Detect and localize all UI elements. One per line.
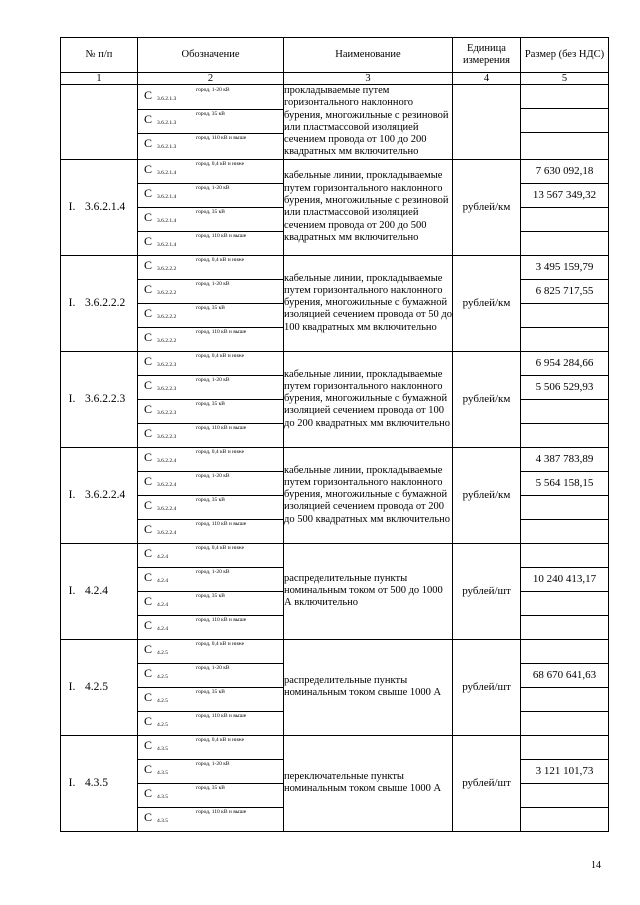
designation-voltage: город, 110 кВ и выше (196, 616, 247, 623)
designation-voltage: город, 110 кВ и выше (196, 424, 247, 431)
designation-voltage: город, 0,4 кВ и ниже (196, 160, 245, 167)
designation-code: 3.6.2.2.4 (157, 505, 177, 512)
designation-entry (138, 640, 283, 664)
designation-letter: С (144, 136, 153, 151)
item-number-cell (61, 85, 138, 160)
designation-entry (138, 712, 283, 735)
value-row (521, 615, 608, 639)
item-description: кабельные линии, прокладываемые путем горизонтального наклонного бурения, многожильные с бумажной изоляцией сечением провода от 50 до 100 квадратных мм включительно (284, 255, 453, 351)
item-unit: рублей/км (453, 351, 521, 447)
value-list (521, 736, 608, 831)
item-description: распределительные пункты номинальным током от 500 до 1000 А включительно (284, 543, 453, 639)
designation-code: 4.2.4 (157, 625, 168, 632)
designation-letter: С (144, 329, 153, 344)
designation-entry (138, 256, 283, 280)
value-row (521, 303, 608, 327)
value-cell (521, 85, 609, 160)
value-row (521, 544, 608, 568)
table-header-row (61, 38, 609, 73)
designation-cell (138, 639, 284, 735)
designation-voltage: город, 1-20 кВ (196, 376, 230, 383)
value-row (521, 375, 608, 399)
value-cell (521, 639, 609, 735)
item-roman: I. (68, 681, 76, 694)
designation-letter: С (144, 425, 153, 440)
designation-letter: С (144, 713, 153, 728)
item-number (61, 297, 137, 309)
header-num: № п/п (61, 38, 138, 73)
designation-cell (138, 735, 284, 831)
designation-voltage: город, 0,4 кВ и ниже (196, 736, 245, 743)
tariff-table (60, 37, 609, 832)
designation-code: 3.6.2.2.4 (157, 529, 177, 536)
section-row (61, 351, 609, 447)
designation-voltage: город, 110 кВ и выше (196, 232, 247, 239)
designation-code: 4.2.4 (157, 577, 168, 584)
item-number (61, 201, 137, 213)
designation-code: 4.2.5 (157, 649, 168, 656)
column-number: 2 (138, 73, 284, 85)
value-row (521, 711, 608, 735)
designation-entry (138, 544, 283, 568)
value-row (521, 519, 608, 543)
designation-code: 3.6.2.2.2 (157, 265, 177, 272)
header-name: Наименование (284, 38, 453, 73)
item-description: кабельные линии, прокладываемые путем горизонтального наклонного бурения, многожильные с бумажной изоляцией сечением провода от 200 до 500 квадратных мм включительно (284, 447, 453, 543)
designation-letter: С (144, 161, 153, 176)
value-cell (521, 543, 609, 639)
designation-voltage: город, 1-20 кВ (196, 568, 230, 575)
value-list (521, 160, 608, 255)
value-amount: 10 240 413,17 (521, 567, 608, 591)
value-row (521, 160, 608, 184)
page-number: 14 (591, 860, 601, 871)
designation-code: 3.6.2.2.3 (157, 433, 177, 440)
value-amount: 68 670 641,63 (521, 663, 608, 687)
designation-code: 4.2.4 (157, 601, 168, 608)
designation-letter: С (144, 665, 153, 680)
value-row (521, 109, 608, 133)
designation-letter: С (144, 209, 153, 224)
value-amount (521, 303, 608, 327)
value-row (521, 807, 608, 831)
designation-letter: С (144, 809, 153, 824)
value-row (521, 448, 608, 472)
value-amount: 6 954 284,66 (521, 352, 608, 376)
designation-entry (138, 110, 283, 134)
designation-entry (138, 808, 283, 831)
designation-entry (138, 568, 283, 592)
item-code: 3.6.2.2.2 (85, 297, 126, 310)
designation-voltage: город, 0,4 кВ и ниже (196, 544, 245, 551)
value-row (521, 256, 608, 280)
value-cell (521, 159, 609, 255)
designation-letter: С (144, 112, 153, 127)
designation-entry (138, 134, 283, 157)
designation-voltage: город, 110 кВ и выше (196, 808, 247, 815)
item-number-cell (61, 351, 138, 447)
value-amount (521, 423, 608, 447)
value-amount (521, 495, 608, 519)
designation-voltage: город, 35 кВ (196, 208, 225, 215)
item-description: переключательные пункты номинальным током свыше 1000 А (284, 735, 453, 831)
designation-letter: С (144, 185, 153, 200)
item-roman: I. (68, 297, 76, 310)
value-amount: 4 387 783,89 (521, 448, 608, 472)
designation-code: 3.6.2.2.3 (157, 385, 177, 392)
item-number-cell (61, 543, 138, 639)
item-number-cell (61, 159, 138, 255)
value-row (521, 736, 608, 760)
designation-code: 3.6.2.1.4 (157, 193, 177, 200)
item-unit: рублей/км (453, 255, 521, 351)
designation-letter: С (144, 377, 153, 392)
value-row (521, 85, 608, 109)
item-number (61, 585, 137, 597)
value-amount (521, 640, 608, 664)
designation-voltage: город, 1-20 кВ (196, 87, 230, 94)
value-cell (521, 447, 609, 543)
section-row (61, 255, 609, 351)
header-size: Размер (без НДС) (521, 38, 609, 73)
value-row (521, 352, 608, 376)
designation-letter: С (144, 689, 153, 704)
header-unit: Единица измерения (453, 38, 521, 73)
value-row (521, 640, 608, 664)
designation-letter: С (144, 497, 153, 512)
item-number-cell (61, 255, 138, 351)
designation-letter: С (144, 449, 153, 464)
value-amount (521, 687, 608, 711)
item-roman: I. (68, 585, 76, 598)
designation-voltage: город, 1-20 кВ (196, 760, 230, 767)
item-number-cell (61, 735, 138, 831)
designation-voltage: город, 110 кВ и выше (196, 135, 247, 142)
designation-cell (138, 85, 284, 160)
section-row (61, 447, 609, 543)
value-amount (521, 544, 608, 568)
designation-entry (138, 472, 283, 496)
item-unit: рублей/км (453, 159, 521, 255)
value-cell (521, 735, 609, 831)
designation-code: 4.2.5 (157, 721, 168, 728)
designation-voltage: город, 35 кВ (196, 304, 225, 311)
value-amount: 13 567 349,32 (521, 183, 608, 207)
value-amount (521, 519, 608, 543)
value-amount: 6 825 717,55 (521, 279, 608, 303)
item-number (61, 489, 137, 501)
designation-code: 3.6.2.1.4 (157, 241, 177, 248)
designation-entry (138, 736, 283, 760)
value-list (521, 85, 608, 156)
value-row (521, 783, 608, 807)
item-code: 4.2.4 (85, 585, 108, 598)
designation-letter: С (144, 617, 153, 632)
designation-code: 4.2.5 (157, 697, 168, 704)
designation-entry (138, 160, 283, 184)
section-row (61, 639, 609, 735)
designation-cell (138, 255, 284, 351)
designation-entry (138, 688, 283, 712)
designation-code: 4.3.5 (157, 793, 168, 800)
designation-code: 4.3.5 (157, 817, 168, 824)
designation-cell (138, 351, 284, 447)
value-amount (521, 591, 608, 615)
value-row (521, 279, 608, 303)
designation-letter: С (144, 473, 153, 488)
designation-voltage: город, 0,4 кВ и ниже (196, 256, 245, 263)
value-row (521, 591, 608, 615)
item-roman: I. (68, 201, 76, 214)
value-amount (521, 109, 608, 133)
value-amount (521, 231, 608, 255)
item-roman: I. (68, 489, 76, 502)
item-number (61, 777, 137, 789)
item-description: кабельные линии, прокладываемые путем горизонтального наклонного бурения, многожильные с бумажной изоляцией сечением провода от 100 до 200 квадратных мм включительно (284, 351, 453, 447)
designation-entry (138, 86, 283, 110)
item-description: кабельные линии, прокладываемые путем горизонтального наклонного бурения, многожильные с резиновой или пластмассовой изоляцией сечением провода от 200 до 500 квадратных мм включительно (284, 159, 453, 255)
designation-code: 3.6.2.2.2 (157, 313, 177, 320)
item-code: 3.6.2.1.4 (85, 201, 126, 214)
item-unit: рублей/шт (453, 735, 521, 831)
item-unit: рублей/км (453, 447, 521, 543)
designation-entry (138, 352, 283, 376)
designation-code: 3.6.2.1.4 (157, 217, 177, 224)
value-amount (521, 711, 608, 735)
section-row (61, 735, 609, 831)
value-row (521, 471, 608, 495)
value-row (521, 327, 608, 351)
designation-entry (138, 664, 283, 688)
designation-voltage: город, 110 кВ и выше (196, 520, 247, 527)
value-row (521, 399, 608, 423)
item-number (61, 393, 137, 405)
section-row (61, 85, 609, 160)
item-number (61, 681, 137, 693)
item-code: 4.2.5 (85, 681, 108, 694)
value-amount (521, 85, 608, 109)
column-number: 4 (453, 73, 521, 85)
item-roman: I. (68, 777, 76, 790)
value-amount (521, 807, 608, 831)
designation-code: 3.6.2.1.3 (157, 120, 177, 127)
designation-letter: С (144, 785, 153, 800)
designation-letter: С (144, 281, 153, 296)
value-amount (521, 327, 608, 351)
designation-voltage: город, 1-20 кВ (196, 664, 230, 671)
value-row (521, 567, 608, 591)
value-row (521, 183, 608, 207)
value-list (521, 352, 608, 447)
designation-code: 3.6.2.1.3 (157, 96, 177, 103)
designation-entry (138, 424, 283, 447)
designation-letter: С (144, 305, 153, 320)
designation-letter: С (144, 737, 153, 752)
designation-voltage: город, 35 кВ (196, 111, 225, 118)
designation-code: 4.3.5 (157, 769, 168, 776)
designation-voltage: город, 35 кВ (196, 496, 225, 503)
designation-cell (138, 159, 284, 255)
value-list (521, 640, 608, 735)
item-unit: рублей/шт (453, 639, 521, 735)
designation-entry (138, 400, 283, 424)
designation-voltage: город, 0,4 кВ и ниже (196, 352, 245, 359)
value-list (521, 448, 608, 543)
item-unit (453, 85, 521, 160)
designation-entry (138, 496, 283, 520)
item-number-cell (61, 447, 138, 543)
column-number: 1 (61, 73, 138, 85)
designation-voltage: город, 1-20 кВ (196, 280, 230, 287)
designation-entry (138, 760, 283, 784)
designation-code: 3.6.2.1.4 (157, 169, 177, 176)
value-row (521, 663, 608, 687)
value-amount: 5 564 158,15 (521, 471, 608, 495)
designation-entry (138, 520, 283, 543)
header-designation: Обозначение (138, 38, 284, 73)
item-description: прокладываемые путем горизонтального наклонного бурения, многожильные с резиновой или пластмассовой изоляцией сечением провода от 100 до 200 квадратных мм включительно (284, 85, 453, 160)
designation-code: 3.6.2.2.3 (157, 409, 177, 416)
designation-voltage: город, 0,4 кВ и ниже (196, 448, 245, 455)
value-row (521, 133, 608, 157)
item-code: 3.6.2.2.4 (85, 489, 126, 502)
value-amount: 3 121 101,73 (521, 759, 608, 783)
value-row (521, 687, 608, 711)
value-amount (521, 207, 608, 231)
value-list (521, 544, 608, 639)
designation-entry (138, 448, 283, 472)
value-row (521, 495, 608, 519)
designation-letter: С (144, 761, 153, 776)
value-amount: 3 495 159,79 (521, 256, 608, 280)
designation-code: 4.2.4 (157, 553, 168, 560)
item-number-cell (61, 639, 138, 735)
designation-letter: С (144, 593, 153, 608)
designation-voltage: город, 35 кВ (196, 688, 225, 695)
designation-entry (138, 328, 283, 351)
value-amount (521, 736, 608, 760)
designation-letter: С (144, 233, 153, 248)
designation-entry (138, 208, 283, 232)
value-row (521, 231, 608, 255)
designation-voltage: город, 110 кВ и выше (196, 712, 247, 719)
item-unit: рублей/шт (453, 543, 521, 639)
designation-code: 3.6.2.1.3 (157, 144, 177, 151)
section-row (61, 543, 609, 639)
value-amount (521, 783, 608, 807)
item-roman: I. (68, 393, 76, 406)
designation-voltage: город, 35 кВ (196, 400, 225, 407)
designation-voltage: город, 110 кВ и выше (196, 328, 247, 335)
item-description: распределительные пункты номинальным током свыше 1000 А (284, 639, 453, 735)
designation-entry (138, 184, 283, 208)
designation-cell (138, 543, 284, 639)
designation-entry (138, 616, 283, 639)
value-amount (521, 133, 608, 157)
designation-letter: С (144, 569, 153, 584)
designation-voltage: город, 1-20 кВ (196, 472, 230, 479)
designation-voltage: город, 1-20 кВ (196, 184, 230, 191)
item-code: 3.6.2.2.3 (85, 393, 126, 406)
designation-entry (138, 304, 283, 328)
designation-letter: С (144, 641, 153, 656)
designation-letter: С (144, 88, 153, 103)
table-body (61, 85, 609, 832)
value-amount (521, 615, 608, 639)
item-code: 4.3.5 (85, 777, 108, 790)
designation-voltage: город, 35 кВ (196, 784, 225, 791)
designation-code: 3.6.2.2.2 (157, 337, 177, 344)
value-row (521, 207, 608, 231)
value-row (521, 423, 608, 447)
designation-letter: С (144, 521, 153, 536)
designation-code: 3.6.2.2.4 (157, 457, 177, 464)
designation-letter: С (144, 257, 153, 272)
column-number: 3 (284, 73, 453, 85)
designation-code: 4.2.5 (157, 673, 168, 680)
designation-voltage: город, 35 кВ (196, 592, 225, 599)
designation-entry (138, 232, 283, 255)
designation-code: 3.6.2.2.4 (157, 481, 177, 488)
designation-voltage: город, 0,4 кВ и ниже (196, 640, 245, 647)
designation-entry (138, 784, 283, 808)
designation-cell (138, 447, 284, 543)
designation-entry (138, 376, 283, 400)
value-row (521, 759, 608, 783)
value-list (521, 256, 608, 351)
designation-code: 3.6.2.2.2 (157, 289, 177, 296)
value-amount: 5 506 529,93 (521, 375, 608, 399)
value-cell (521, 351, 609, 447)
value-amount: 7 630 092,18 (521, 160, 608, 184)
value-amount (521, 399, 608, 423)
designation-entry (138, 280, 283, 304)
value-cell (521, 255, 609, 351)
section-row (61, 159, 609, 255)
column-number: 5 (521, 73, 609, 85)
designation-entry (138, 592, 283, 616)
designation-code: 3.6.2.2.3 (157, 361, 177, 368)
designation-letter: С (144, 545, 153, 560)
column-number-row (61, 73, 609, 85)
designation-code: 4.3.5 (157, 745, 168, 752)
designation-letter: С (144, 353, 153, 368)
designation-letter: С (144, 401, 153, 416)
